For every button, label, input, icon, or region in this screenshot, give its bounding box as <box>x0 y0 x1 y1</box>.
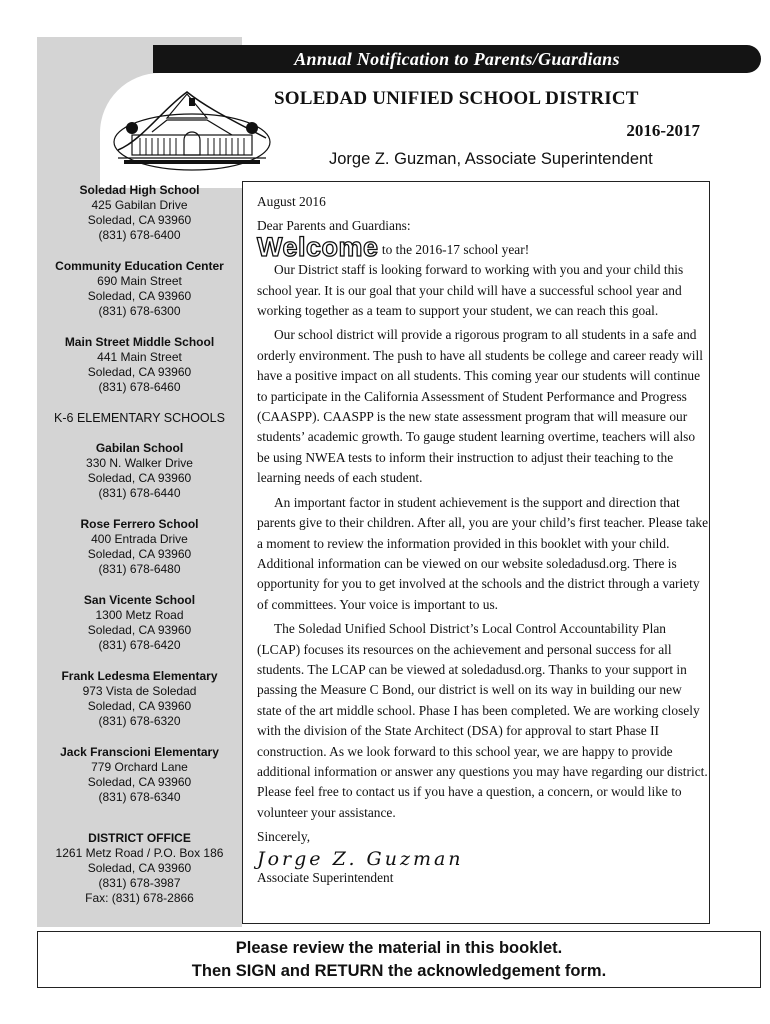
school-entry <box>37 593 242 653</box>
welcome-text: to the 2016-17 school year! <box>381 241 530 257</box>
letter-paragraph: The Soledad Unified School District’s Local Control Accountability Plan (LCAP) focuses its resources on the achievement and personal success for all students. The LCAP can be viewed at soledadusd.org. Thanks to your support in passing the Measure C Bond, our district is well on its way in building our new state of the art middle school. Phase I has been completed. We are working closely with the division of the State Architect (DSA) for approval to start Phase II construction. As we look forward to this school year, we are happy to provide additional information or answer any questions you may have regarding our district. Please feel free to contact us if you have a question, a concern, or would like to volunteer your assistance. <box>257 621 708 820</box>
signature: Jorge Z. Guzman <box>257 847 464 870</box>
school-directory <box>37 183 242 906</box>
banner-title: Annual Notification to Parents/Guardians <box>153 45 761 73</box>
school-address: 973 Vista de Soledad <box>82 684 197 698</box>
footer-notice <box>37 931 761 988</box>
district-office-name: DISTRICT OFFICE <box>88 831 191 845</box>
school-entry <box>37 441 242 501</box>
school-year: 2016-2017 <box>626 121 700 140</box>
school-name: Main Street Middle School <box>64 335 215 349</box>
school-name: Community Education Center <box>55 259 224 273</box>
school-phone: (831) 678-6400 <box>98 228 181 242</box>
letter-date: August 2016 <box>257 194 326 209</box>
school-city: Soledad, CA 93960 <box>87 623 192 637</box>
footer-line-1: Please review the material in this booklet. <box>235 939 563 957</box>
school-entry <box>37 669 242 729</box>
school-city: Soledad, CA 93960 <box>87 213 192 227</box>
letter-closing: Sincerely, <box>257 829 311 845</box>
district-name: SOLEDAD UNIFIED SCHOOL DISTRICT <box>274 88 639 109</box>
letter-paragraph: An important factor in student achievement is the support and direction that parents give to their children. After all, you are your child’s first teacher. Please take a moment to review the information provided in this booklet with your child. Additional information can be viewed on our website soledadusd.org. There is opportunity for you to get involved at the schools and the district through a variety of committees. Your voice is important to us. <box>257 494 709 612</box>
district-office-address: 1261 Metz Road / P.O. Box 186 <box>55 846 224 860</box>
footer-line-2: Then SIGN and RETURN the acknowledgement form. <box>191 962 607 980</box>
school-address: 425 Gabilan Drive <box>91 198 188 212</box>
school-entry <box>37 183 242 243</box>
district-office-fax: Fax: (831) 678-2866 <box>85 891 194 905</box>
school-phone: (831) 678-6480 <box>98 562 181 576</box>
superintendent-name: Jorge Z. Guzman, Associate Superintendent <box>329 150 653 168</box>
school-phone: (831) 678-6420 <box>98 638 181 652</box>
letter-salutation: Dear Parents and Guardians: <box>257 218 411 234</box>
school-phone: (831) 678-6460 <box>98 380 181 394</box>
school-address: 441 Main Street <box>97 350 182 364</box>
school-name: Jack Franscioni Elementary <box>60 745 219 759</box>
letter-paragraph: Our school district will provide a rigorous program to all students in a safe and orderly environment. The push to have all students be college and career ready will have a positive impact on all students. This coming year our students will continue to participate in the California Assessment of Student Performance and Progress (CAASPP). CAASPP is the new state assessment program that will measure our students’ academic growth. To gauge student learning overtime, teachers will also be using NWEA tests to inform their instruction to adjust their teaching to the learning needs of each student. <box>257 327 703 486</box>
school-entry <box>37 745 242 805</box>
school-entry <box>37 517 242 577</box>
school-city: Soledad, CA 93960 <box>87 775 192 789</box>
school-address: 1300 Metz Road <box>95 608 184 622</box>
school-entry <box>37 259 242 319</box>
school-phone: (831) 678-6440 <box>98 486 181 500</box>
school-phone: (831) 678-6340 <box>98 790 181 804</box>
school-name: Soledad High School <box>79 183 200 197</box>
district-office-city: Soledad, CA 93960 <box>87 861 192 875</box>
district-logo <box>112 80 272 172</box>
k6-heading: K-6 ELEMENTARY SCHOOLS <box>54 411 225 425</box>
school-city: Soledad, CA 93960 <box>87 471 192 485</box>
welcome-letter <box>242 181 710 924</box>
school-address: 330 N. Walker Drive <box>86 456 193 470</box>
school-name: San Vicente School <box>83 593 196 607</box>
school-phone: (831) 678-6300 <box>98 304 181 318</box>
school-city: Soledad, CA 93960 <box>87 365 192 379</box>
school-city: Soledad, CA 93960 <box>87 547 192 561</box>
school-entry <box>37 335 242 395</box>
school-name: Rose Ferrero School <box>80 517 199 531</box>
school-name: Frank Ledesma Elementary <box>61 669 218 683</box>
school-address: 400 Entrada Drive <box>91 532 188 546</box>
school-address: 779 Orchard Lane <box>91 760 188 774</box>
school-city: Soledad, CA 93960 <box>87 289 192 303</box>
welcome-word: Welcome <box>257 231 379 262</box>
district-office-phone: (831) 678-3987 <box>98 876 181 890</box>
school-name: Gabilan School <box>95 441 184 455</box>
letter-paragraph: Our District staff is looking forward to working with you and your child this school year. It is our goal that your child will have a successful school year and working together as a team to support your student, we can reach this goal. <box>257 262 684 319</box>
welcome-line <box>257 231 709 262</box>
school-address: 690 Main Street <box>97 274 182 288</box>
district-office <box>37 831 242 906</box>
signer-title: Associate Superintendent <box>257 869 394 885</box>
school-city: Soledad, CA 93960 <box>87 699 192 713</box>
school-phone: (831) 678-6320 <box>98 714 181 728</box>
